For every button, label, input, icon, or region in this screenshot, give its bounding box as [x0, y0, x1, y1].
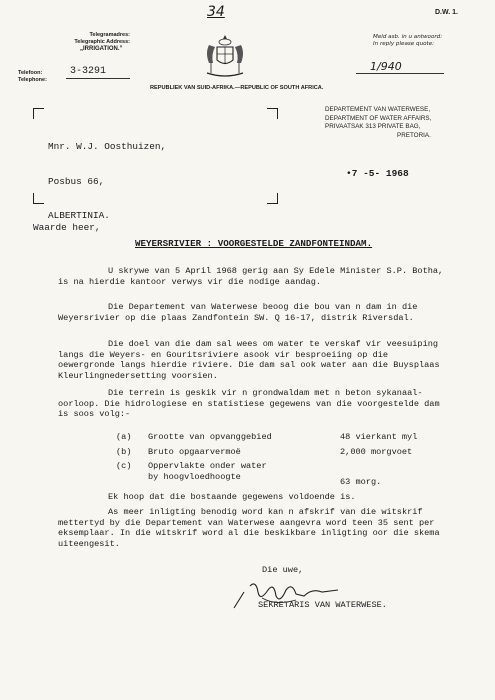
department-address: DEPARTEMENT VAN WATERWESE, DEPARTMENT OF WATER AFFAIRS, PRIVAATSAK 313 PRIVATE BAG, PRETORIA. — [325, 106, 432, 139]
sign-off: Die uwe, — [262, 565, 304, 575]
telephone-number: 3-3291 — [70, 66, 107, 77]
salutation: Waarde heer, — [33, 222, 101, 233]
spec-b-value: 2,000 morgvoet — [340, 447, 413, 457]
date-stamp: •7 -5- 1968 — [346, 168, 409, 179]
spec-c-value: 63 morg. — [340, 477, 382, 487]
address-corner-bottom-left — [33, 193, 44, 204]
spec-b-text: Bruto opgaarvermoë — [148, 447, 241, 457]
spec-a-label: (a) — [116, 432, 132, 442]
reference-labels: Meld asb. in u antwoord: In reply please quote: — [373, 34, 443, 47]
reference-number: 1/940 — [370, 60, 402, 73]
recipient-address: Mnr. W.J. Oosthuizen, Posbus 66, ALBERTINIA. — [48, 141, 167, 221]
spec-b-label: (b) — [116, 447, 132, 457]
spec-a-text: Grootte van opvanggebied — [148, 432, 272, 442]
closing-paragraph-1: Ek hoop dat die bostaande gegewens voldoende is. — [108, 492, 356, 502]
form-code: D.W. 1. — [435, 9, 458, 16]
spec-c-text: Oppervlakte onder water by hoogvloedhoogte — [148, 461, 267, 482]
paragraph-1: U skrywe van 5 April 1968 gerig aan Sy Edele Minister S.P. Botha, is na hierdie kantoor verwys vir die nodige aandag. — [58, 266, 444, 287]
coat-of-arms-icon — [203, 33, 247, 81]
address-corner-top-left — [33, 108, 44, 119]
spec-c-label: (c) — [116, 461, 132, 471]
signatory-title: SEKRETARIS VAN WATERWESE. — [258, 600, 387, 610]
spec-a-value: 48 vierkant myl — [340, 432, 418, 442]
telegram-value: „IRRIGATION.” — [80, 46, 123, 52]
republic-line: REPUBLIEK VAN SUID-AFRIKA.—REPUBLIC OF SOUTH AFRICA. — [150, 85, 324, 91]
address-corner-bottom-right — [267, 193, 278, 204]
telephone-rule — [66, 78, 130, 79]
page-number: 34 — [207, 4, 225, 20]
subject-line: WEYERSRIVIER : VOORGESTELDE ZANDFONTEINDAM. — [135, 238, 373, 249]
closing-paragraph-2: As meer inligting benodig word kan n afskrif van die witskrif mettertyd by die Departement van Waterwese aangevra word teen 35 sent per eksemplaar. In die witskrif word al die beskikbare inligting oor die skema uiteengesit. — [58, 507, 440, 549]
reference-rule — [356, 73, 444, 74]
paragraph-4: Die terrein is geskik vir n grondwaldam met n beton sykanaal-oorloop. Die hidrologiese en statistiese gegewens van die voorgestelde dam is soos volg:- — [58, 388, 440, 419]
paragraph-2: Die Departement van Waterwese beoog die bou van n dam in die Weyersrivier op die plaas Zandfontein SW. Q 16-17, distrik Riversdal. — [58, 302, 418, 323]
telephone-labels: Telefoon: Telephone: — [18, 70, 47, 83]
paragraph-3: Die doel van die dam sal wees om water te verskaf vir veesuiping langs die Weyers- en Gouritsriviere asook vir besproeiing op die oewergronde langs hierdie riviere. Die dam sal ook water aan die Buysplaas Kleurlingnedersetting voorsien. — [58, 339, 440, 381]
address-corner-top-right — [267, 108, 278, 119]
telegram-labels: Telegramadres: Telegraphic Address: — [74, 32, 130, 45]
